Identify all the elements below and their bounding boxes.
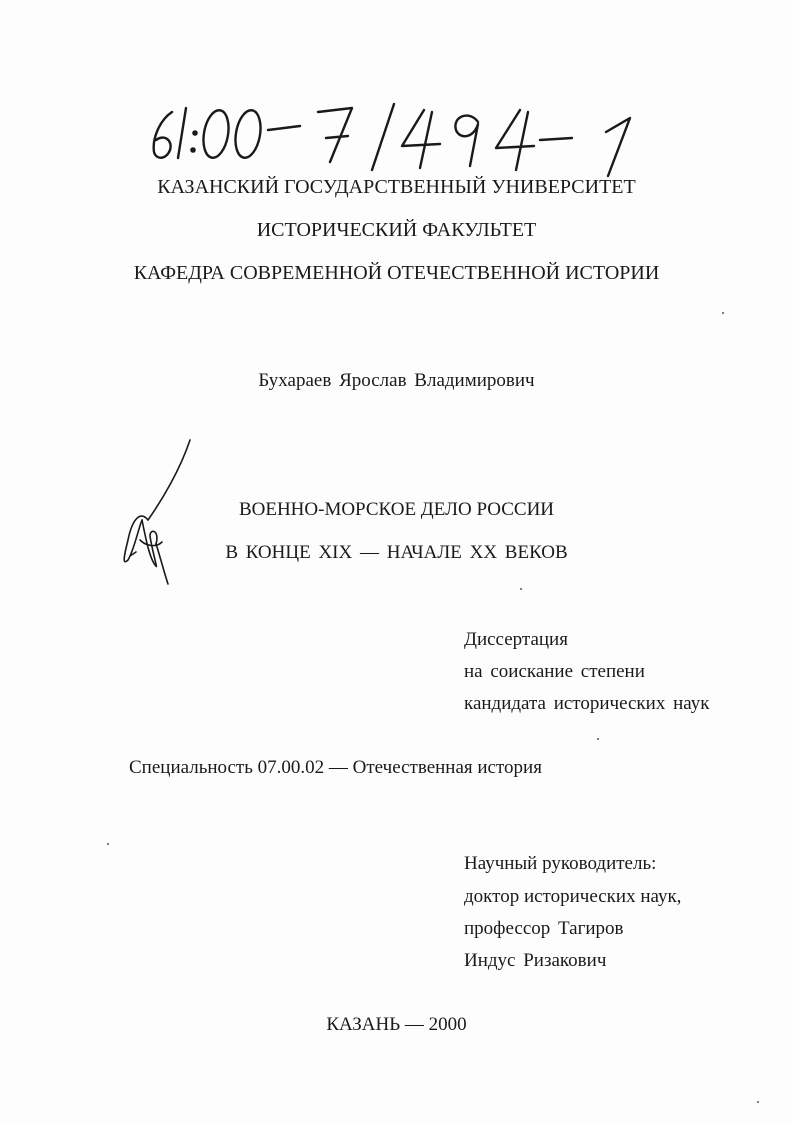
city-year: КАЗАНЬ — 2000 [326, 1014, 467, 1035]
dissertation-title-line-1: ВОЕННО-МОРСКОЕ ДЕЛО РОССИИ [238, 499, 555, 520]
faculty-name: ИСТОРИЧЕСКИЙ ФАКУЛЬТЕТ [256, 219, 537, 241]
specialty: Специальность 07.00.02 — Отечественная история [129, 757, 542, 778]
degree-line-1: Диссертация [464, 629, 568, 650]
department-name: КАФЕДРА СОВРЕМЕННОЙ ОТЕЧЕСТВЕННОЙ ИСТОРИИ [133, 262, 660, 284]
dissertation-title-line-2: В КОНЦЕ XIX — НАЧАЛЕ XX ВЕКОВ [225, 542, 568, 563]
supervisor-position: профессор Тагиров [464, 918, 624, 939]
degree-line-2: на соискание степени [464, 661, 645, 682]
supervisor-degree: доктор исторических наук, [464, 886, 682, 907]
university-name: КАЗАНСКИЙ ГОСУДАРСТВЕННЫЙ УНИВЕРСИТЕТ [157, 176, 636, 198]
supervisor-name: Индус Ризакович [464, 950, 607, 971]
degree-line-3: кандидата исторических наук [464, 693, 710, 714]
author-name: Бухараев Ярослав Владимирович [258, 370, 535, 391]
supervisor-label: Научный руководитель: [464, 853, 657, 874]
